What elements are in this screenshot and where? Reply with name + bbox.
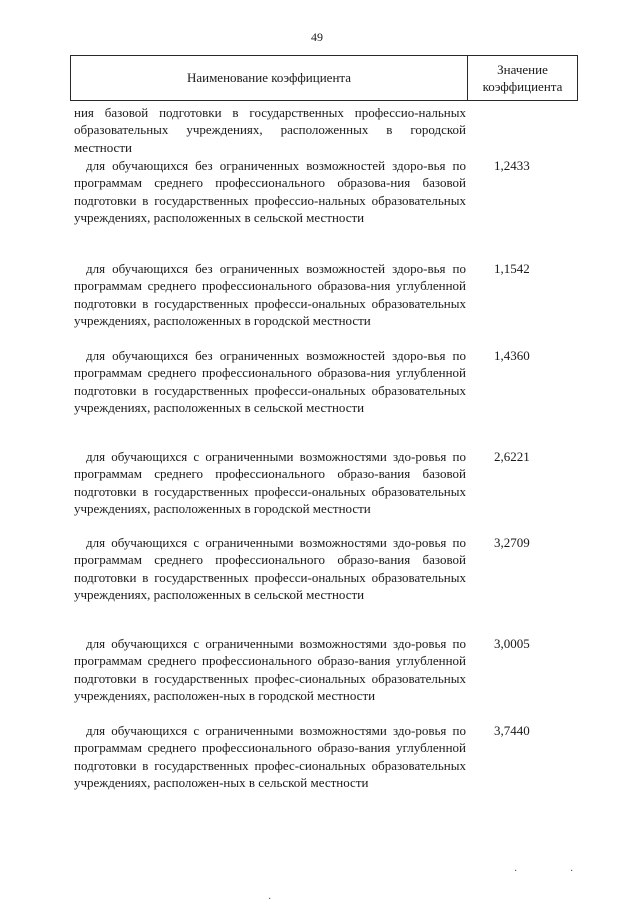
scan-speck: · [570, 866, 574, 877]
coefficient-entry [74, 722, 574, 792]
entry-text: для обучающихся без ограниченных возможностей здоро-вья по программам среднего профессионального образова-ния углубленной подготовки в государственных професси-ональных образовательных учреждениях, расположенных в городской местности [74, 261, 466, 329]
entry-text: для обучающихся с ограниченными возможностями здо-ровья по программам среднего профессионального образо-вания базовой подготовки в государственных професси-ональных образовательных учреждениях, расположенных в городской местности [74, 449, 466, 517]
coefficient-entry [74, 635, 574, 705]
entry-text: для обучающихся с ограниченными возможностями здо-ровья по программам среднего профессионального образо-вания базовой подготовки в государственных професси-ональных образовательных учреждениях, расположенных в сельской местности [74, 535, 466, 603]
entry-text: для обучающихся без ограниченных возможностей здоро-вья по программам среднего профессионального образова-ния базовой подготовки в государственных профессио-нальных образовательных учреждениях, расположенных в сельской местности [74, 158, 466, 226]
page-number: 49 [311, 30, 323, 44]
entry-value: 1,4360 [494, 348, 530, 363]
header-value-line1: Значение [497, 62, 548, 77]
scan-speck: · [268, 894, 272, 905]
entry-value: 3,7440 [494, 723, 530, 738]
entry-text: для обучающихся с ограниченными возможностями здо-ровья по программам среднего профессионального образо-вания углубленной подготовки в государственных профес-сиональных образовательных учреждениях, расположен-ных в сельской местности [74, 723, 466, 791]
header-value-line2: коэффициента [482, 79, 563, 94]
header-value-column [468, 56, 577, 100]
entry-text: для обучающихся с ограниченными возможностями здо-ровья по программам среднего профессионального образо-вания углубленной подготовки в государственных профес-сиональных образовательных учреждениях, расположен-ных в городской местности [74, 636, 466, 704]
entry-value: 3,2709 [494, 535, 530, 550]
coefficient-entry [74, 157, 574, 227]
entry-value: 2,6221 [494, 449, 530, 464]
coefficient-entry [74, 260, 574, 330]
coefficient-entry [74, 448, 574, 518]
entry-text: для обучающихся без ограниченных возможностей здоро-вья по программам среднего профессионального образова-ния углубленной подготовки в государственных професси-ональных образовательных учреждениях, расположенных в сельской местности [74, 348, 466, 416]
entry-value: 1,2433 [494, 158, 530, 173]
scan-speck: · [514, 866, 518, 877]
entry-value: 1,1542 [494, 261, 530, 276]
table-header [70, 55, 578, 101]
coefficient-entry [74, 534, 574, 604]
entry-value: 3,0005 [494, 636, 530, 651]
coefficient-entry [74, 347, 574, 417]
continuation-text: ния базовой подготовки в государственных профессио-нальных образовательных учреждениях, расположенных в городской местности [74, 105, 466, 155]
header-name-column: Наименование коэффициента [71, 56, 468, 100]
